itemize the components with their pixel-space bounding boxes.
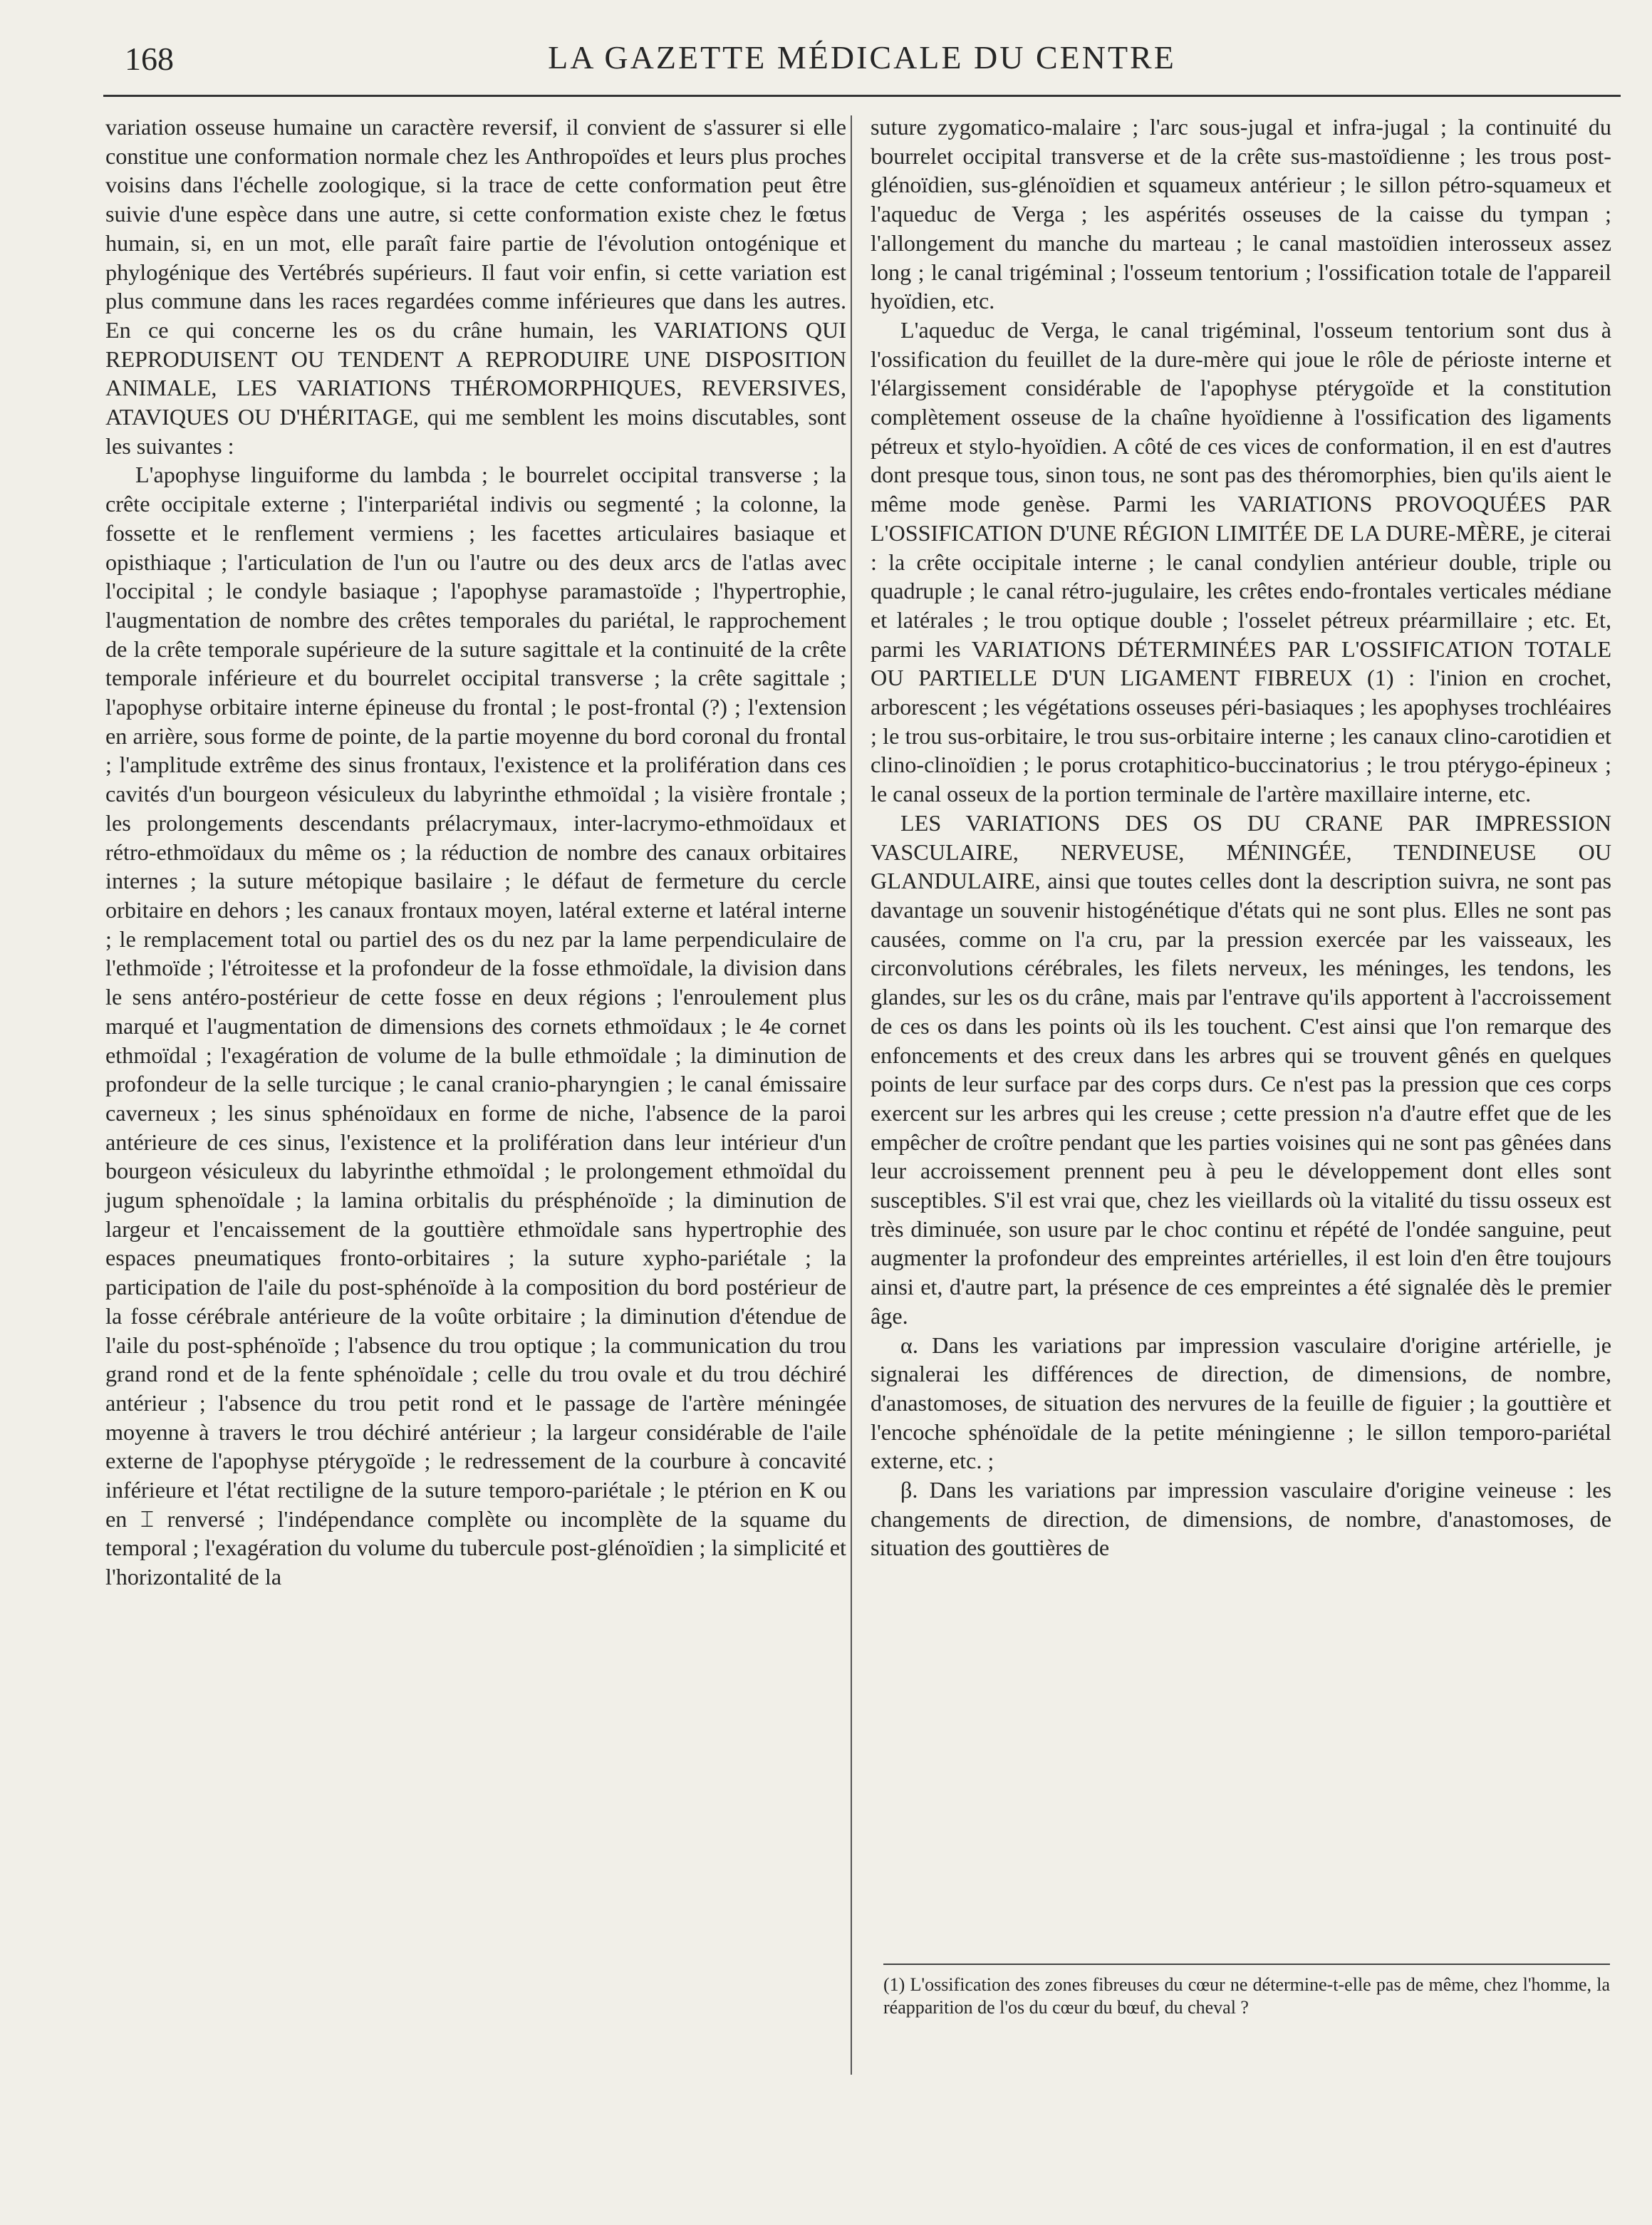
- paragraph: β. Dans les variations par impression vasculaire d'origine veineuse : les changements de direction, de dimensions, de nombre, d'anastomoses, de situation des gouttières de: [871, 1477, 1611, 1561]
- footnote: (1) L'ossification des zones fibreuses du cœur ne détermine-t-elle pas de même, chez l'homme, la réapparition de l'os du cœur du bœuf, du cheval ?: [883, 1974, 1610, 2018]
- page-number: 168: [125, 41, 174, 77]
- paragraph: suture zygomatico-malaire ; l'arc sous-jugal et infra-jugal ; la continuité du bourrelet occipital transverse et de la crête sus-mastoïdienne ; les trous post-glénoïdien, sus-glénoïdien et squameux antérieur ; le sillon pétro-squameux et l'aqueduc de Verga ; les aspérités osseuses de la caisse du tympan ; l'allongement du manche du marteau ; le canal mastoïdien interosseux assez long ; le canal trigéminal ; l'osseum tentorium ; l'ossification totale de l'appareil hyoïdien, etc.: [871, 114, 1611, 314]
- paragraph: L'apophyse linguiforme du lambda ; le bourrelet occipital transverse ; la crête occipitale externe ; l'interpariétal indivis ou segmenté ; la colonne, la fossette et le renflement vermiens ; les facettes articulaires basiaque et opisthiaque ; l'articulation de l'un ou l'autre ou des deux arcs de l'atlas avec l'occipital ; le condyle basiaque ; l'apophyse paramastoïde ; l'hypertrophie, l'augmentation de nombre des crêtes temporales du pariétal, le rapprochement de la crête temporale supérieure de la suture sagittale et la continuité de la crête temporale inférieure et du bourrelet occipital transverse ; la crête sagittale ; l'apophyse orbitaire interne épineuse du frontal ; le post-frontal (?) ; l'extension en arrière, sous forme de pointe, de la partie moyenne du bord coronal du frontal ; l'amplitude extrême des sinus frontaux, l'existence et la prolifération dans ces cavités d'un bourgeon vésiculeux du labyrinthe ethmoïdal ; la visière frontale ; les prolongements descendants prélacrymaux, inter-lacrymo-ethmoïdaux et rétro-ethmoïdaux du même os ; la réduction de nombre des canaux orbitaires internes ; la suture métopique basilaire ; le défaut de fermeture du cercle orbitaire en dehors ; les canaux frontaux moyen, latéral externe et latéral interne ; le remplacement total ou partiel des os du nez par la lame perpendiculaire de l'ethmoïde ; l'étroitesse et la profondeur de la fosse ethmoïdale, la division dans le sens antéro-postérieur de cette fosse en deux régions ; l'enroulement plus marqué et l'augmentation de dimensions des cornets ethmoïdaux ; le 4e cornet ethmoïdal ; l'exagération de volume de la bulle ethmoïdale ; la diminution de profondeur de la selle turcique ; le canal cranio-pharyngien ; le canal émissaire caverneux ; les sinus sphénoïdaux en forme de niche, l'absence de la paroi antérieure de ces sinus, l'existence et la prolifération dans leur intérieur d'un bourgeon vésiculeux du labyrinthe ethmoïdal ; le prolongement ethmoïdal du jugum sphenoïdale ; la lamina orbitalis du présphénoïde ; la diminution de largeur et l'encaissement de la gouttière ethmoïdale sans hypertrophie des espaces pneumatiques fronto-orbitaires ; la suture xypho-pariétale ; la participation de l'aile du post-sphénoïde à la composition du bord postérieur de la fosse cérébrale antérieure de la voûte orbitaire ; la diminution d'étendue de l'aile du post-sphénoïde ; l'absence du trou optique ; la communication du trou grand rond et de la fente sphénoïdale ; celle du trou ovale et du trou déchiré antérieur ; l'absence du trou petit rond et le passage de l'artère méningée moyenne à travers le trou déchiré antérieur ; la largeur considérable de l'aile externe de l'apophyse ptérygoïde ; le redressement de la courbure à concavité inférieure et l'état rectiligne de la suture temporo-pariétale ; le ptérion en K ou en ⌶ renversé ; l'indépendance complète ou incomplète de la squame du temporal ; l'exagération du volume du tubercule post-glénoïdien ; la simplicité et l'horizontalité de la: [105, 462, 846, 1590]
- right-column: [871, 113, 1611, 1562]
- footnote-rule: [883, 1964, 1610, 1965]
- paragraph: α. Dans les variations par impression vasculaire d'origine artérielle, je signalerai les différences de direction, de dimensions, de nombre, d'anastomoses, de situation des nervures de la feuille de figuier ; la gouttière et l'encoche sphénoïdale de la petite méningienne ; le sillon temporo-pariétal externe, etc. ;: [871, 1332, 1611, 1474]
- paragraph: variation osseuse humaine un caractère reversif, il convient de s'assurer si elle constitue une conformation normale chez les Anthropoïdes et leurs plus proches voisins dans l'échelle zoologique, si la trace de cette conformation peut être suivie d'une espèce dans une autre, si cette conformation existe chez le fœtus humain, si, en un mot, elle paraît faire partie de l'évolution ontogénique et phylogénique des Vertébrés supérieurs. Il faut voir enfin, si cette variation est plus commune dans les races regardées comme inférieures que dans les autres. En ce qui concerne les os du crâne humain, les VARIATIONS QUI REPRODUISENT OU TENDENT A REPRODUIRE UNE DISPOSITION ANIMALE, LES VARIATIONS THÉROMORPHIQUES, REVERSIVES, ATAVIQUES OU D'HÉRITAGE, qui me semblent les moins discutables, sont les suivantes :: [105, 114, 846, 459]
- paragraph: L'aqueduc de Verga, le canal trigéminal, l'osseum tentorium sont dus à l'ossification du feuillet de la dure-mère qui joue le rôle de périoste interne et l'élargissement considérable de l'apophyse ptérygoïde et la constitution complètement osseuse de la chaîne hyoïdienne à l'ossification des ligaments pétreux et stylo-hyoïdien. A côté de ces vices de conformation, il en est d'autres dont presque tous, sinon tous, ne sont pas des théromorphies, bien qu'ils aient le même mode genèse. Parmi les VARIATIONS PROVOQUÉES PAR L'OSSIFICATION D'UNE RÉGION LIMITÉE DE LA DURE-MÈRE, je citerai : la crête occipitale interne ; le canal condylien antérieur double, triple ou quadruple ; le canal rétro-jugulaire, les crêtes endo-frontales verticales médiane et latérales ; le trou optique double ; l'osselet pétreux préarmillaire ; etc. Et, parmi les VARIATIONS DÉTERMINÉES PAR L'OSSIFICATION TOTALE OU PARTIELLE D'UN LIGAMENT FIBREUX (1) : l'inion en crochet, arborescent ; les végétations osseuses péri-basiaques ; les apophyses trochléaires ; le trou sus-orbitaire, le trou sus-orbitaire interne ; les canaux clino-carotidien et clino-clinoïdien ; le porus crotaphitico-buccinatorius ; le trou ptérygo-épineux ; le canal osseux de la portion terminale de l'artère maxillaire interne, etc.: [871, 316, 1611, 807]
- paragraph: LES VARIATIONS DES OS DU CRANE PAR IMPRESSION VASCULAIRE, NERVEUSE, MÉNINGÉE, TENDINEUSE OU GLANDULAIRE, ainsi que toutes celles dont la description suivra, ne sont pas davantage un souvenir histogénétique d'états qui ne sont plus. Elles ne sont pas causées, comme on l'a cru, par la pression exercée par les vaisseaux, les circonvolutions cérébrales, les filets nerveux, les méninges, les tendons, les glandes, sur les os du crâne, mais par l'entrave qu'ils apportent à l'accroissement de ces os dans les points où ils les touchent. C'est ainsi que l'on remarque des enfoncements et des creux dans les arbres qui se trouvent gênés en quelques points de leur surface par des corps durs. Ce n'est pas la pression que ces corps exercent sur les arbres qui les creuse ; cette pression n'a d'autre effet que de les empêcher de croître pendant que les parties voisines qui ne sont pas gênées dans leur accroissement prennent peu à peu le développement dont elles sont susceptibles. S'il est vrai que, chez les vieillards où la vitalité du tissu osseux est très diminuée, son usure par le choc continu et répété de l'ondée sanguine, peut augmenter la profondeur des empreintes artérielles, il est loin d'en être toujours ainsi et, d'autre part, la présence de ces empreintes a été signalée dès le premier âge.: [871, 809, 1611, 1329]
- header-rule: [103, 95, 1621, 97]
- left-column: [105, 113, 846, 1592]
- column-divider: [851, 115, 852, 2075]
- journal-title: LA GAZETTE MÉDICALE DU CENTRE: [548, 39, 1176, 76]
- running-header: [103, 36, 1621, 78]
